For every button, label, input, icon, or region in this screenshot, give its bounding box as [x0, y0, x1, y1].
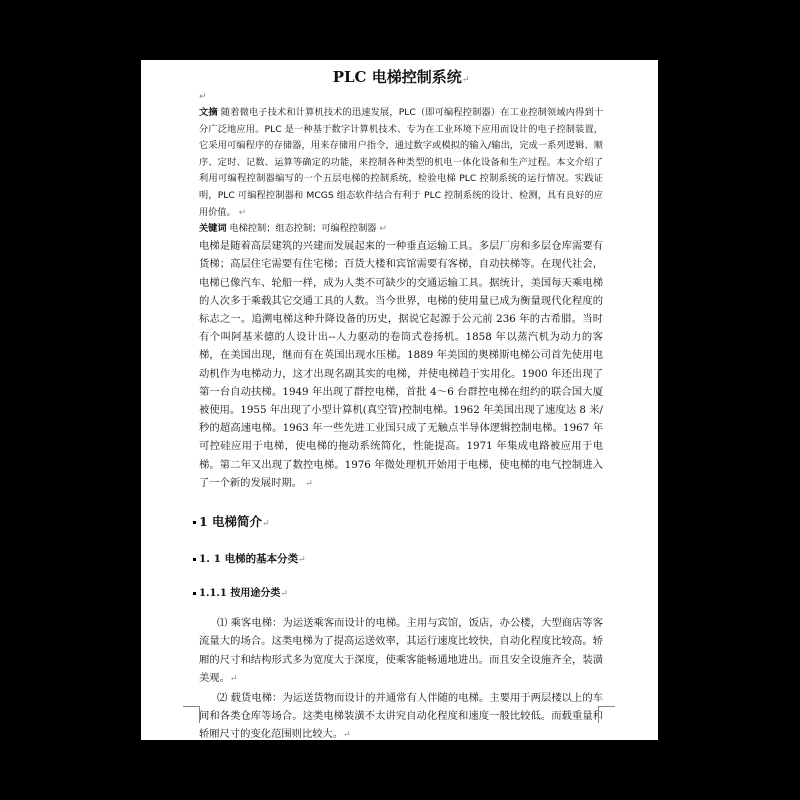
paragraph-mark: ↵: [262, 519, 270, 529]
heading-text: 1 电梯简介: [199, 514, 263, 529]
document-title: [199, 66, 603, 91]
heading-text: 1.1.1 按用途分类: [199, 588, 281, 599]
empty-paragraph: [199, 91, 603, 103]
document-page: [141, 60, 658, 740]
list-item-text: ⑴ 乘客电梯：为运送乘客而设计的电梯。主用与宾馆，饭店，办公楼，大型商店等客流量大的场合。这类电梯为了提高运送效率，其运行速度比较快，自动化程度比较高。轿厢的尺寸和结构形式多为宽度大于深度，使乘客能畅通地进出。而且安全设施齐全，装潢美观。: [199, 617, 603, 685]
paragraph-mark: ↵: [305, 478, 313, 489]
paragraph-mark: ↵: [461, 75, 470, 85]
paragraph-mark: ↵: [229, 674, 238, 685]
heading-section-1-1: [193, 551, 603, 568]
title-text: PLC 电梯控制系统: [332, 68, 462, 86]
spacer: [199, 602, 603, 614]
heading-section-1: [193, 513, 603, 533]
intro-paragraph: [199, 237, 603, 493]
paragraph-mark: ↵: [199, 92, 207, 102]
paragraph-mark: ↵: [343, 730, 351, 740]
keywords-label: 关键词: [199, 223, 227, 235]
intro-text: 电梯是随着高层建筑的兴建而发展起来的一种垂直运输工具。多层厂房和多层仓库需要有货梯；高层住宅需要有住宅梯；百货大楼和宾馆需要有客梯，自动扶梯等。在现代社会，电梯已像汽车、轮船一样，成为人类不可缺少的交通运输工具。据统计，美国每天乘电梯的人次多于乘载其它交通工具的人数。当今世界，电梯的使用量已成为衡量现代化程度的标志之一。追溯电梯这种升降设备的历史，据说它起源于公元前 236 年的古希腊。当时有个叫阿基米德的人设计出--人力驱动的卷筒式卷扬机。1858 年以蒸汽机为动力的客梯，在美国出现，继而有在英国出现水压梯。1889 年美国的奥梯斯电梯公司首先使用电动机作为电梯动力，这才出现名副其实的电梯，并使电梯趋于实用化。1900 年还出现了第一台自动扶梯。1949 年出现了群控电梯，首批 4～6 台群控电梯在纽约的联合国大厦被使用。1955 年出现了小型计算机(真空管)控制电梯。1962 年美国出现了速度达 8 米/秒的超高速电梯。1963 年一些先进工业国只成了无触点半导体逻辑控制电梯。1967 年可控硅应用于电梯，使电梯的拖动系统简化，性能提高。1971 年集成电路被应用于电梯。第二年又出现了数控电梯。1976 年微处理机开始用于电梯，使电梯的电气控制进入了一个新的发展时期。: [199, 240, 603, 489]
abstract-text: 随着微电子技术和计算机技术的迅速发展，PLC（即可编程控制器）在工业控制领域内得到十分广泛地应用。PLC 是一种基于数字计算机技术、专为在工业环境下应用而设计的电子控制装置，它采用可编程序的存储器，用来存储用户指令，通过数字或模拟的输入/输出，完成一系列逻辑、顺序、定时、记数、运算等确定的功能，来控制各种类型的机电一体化设备和生产过程。本文介绍了利用可编程控制器编写的一个五层电梯的控制系统，检验电梯 PLC 控制系统的运行情况。实践证明，PLC 可编程控制器和 MCGS 组态软件结合有利于 PLC 控制系统的设计、检测，具有良好的应用价值。: [199, 107, 604, 218]
heading-bullet: [193, 521, 196, 524]
document-content: [199, 66, 603, 740]
keywords-text: 电梯控制；组态控制；可编程控制器: [229, 223, 377, 235]
paragraph-mark: ↵: [238, 207, 247, 218]
abstract-label: 文摘: [199, 107, 218, 118]
list-item-passenger-elevator: [199, 614, 603, 689]
heading-bullet: [193, 558, 196, 561]
crop-mark-bottom-left: [183, 706, 200, 723]
list-item-text: ⑵ 载货电梯：为运送货物而设计的并通常有人伴随的电梯。主要用于两层楼以上的车间和各类仓库等场合。这类电梯装潢不太讲究自动化程度和速度一般比较低。而载重量和轿厢尺寸的变化范围则比较大。: [199, 691, 603, 740]
paragraph-mark: ↵: [298, 555, 306, 565]
keywords-paragraph: [199, 221, 603, 237]
heading-section-1-1-1: [193, 586, 603, 602]
paragraph-mark: ↵: [280, 589, 288, 599]
paragraph-mark: ↵: [379, 224, 387, 235]
heading-text: 1. 1 电梯的基本分类: [199, 553, 299, 565]
heading-bullet: [193, 592, 196, 595]
abstract-paragraph: [199, 105, 603, 221]
list-item-freight-elevator: [199, 689, 603, 740]
crop-mark-bottom-right: [598, 706, 615, 723]
